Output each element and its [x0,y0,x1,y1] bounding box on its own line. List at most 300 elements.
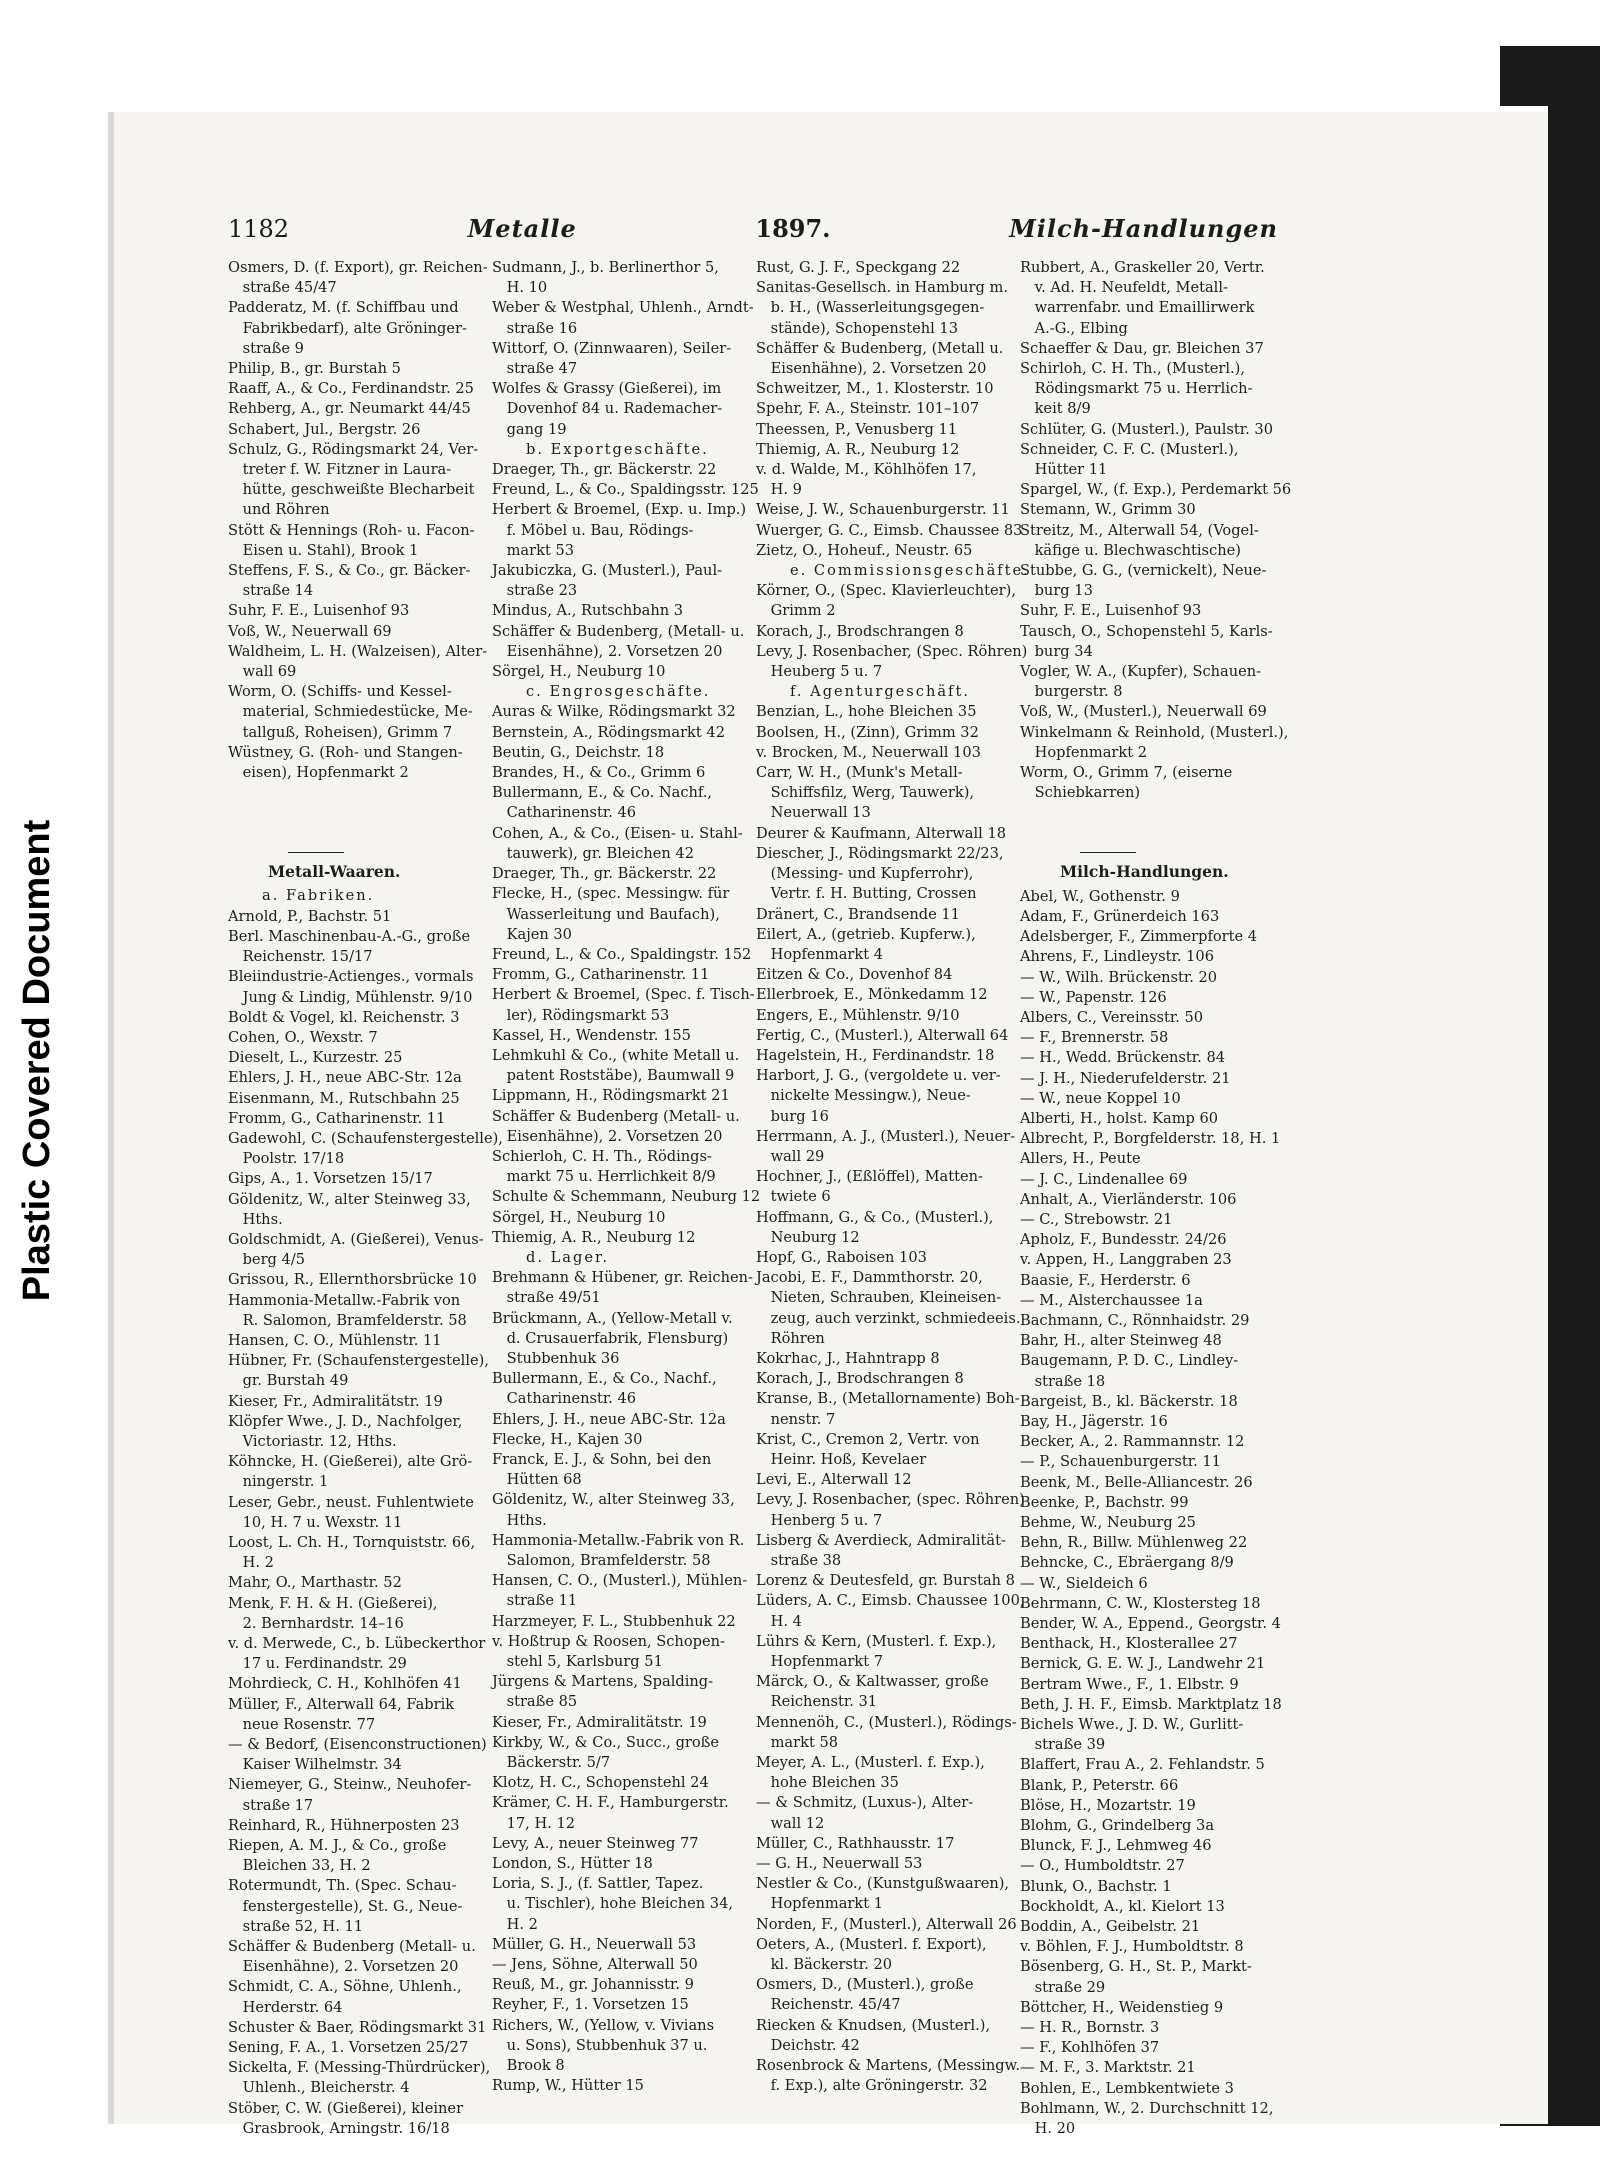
directory-line: Klöpfer Wwe., J. D., Nachfolger, [228,1412,463,1430]
directory-line: Schuster & Baer, Rödingsmarkt 31 [228,2018,487,2036]
directory-line: Bahr, H., alter Steinweg 48 [1020,1332,1222,1350]
directory-line: Herrmann, A. J., (Musterl.), Neuer- [756,1127,1016,1145]
directory-line: H. 4 [756,1612,802,1630]
directory-line: Bender, W. A., Eppend., Georgstr. 4 [1020,1615,1281,1632]
directory-line: straße 39 [1020,1736,1106,1754]
directory-line: Herbert & Broemel, (Exp. u. Imp.) [492,501,747,519]
directory-line: Mennenöh, C., (Musterl.), Rödings- [756,1713,1017,1731]
directory-line: Schiffsfilz, Werg, Tauwerk), [756,784,975,802]
directory-line: Benzian, L., hohe Bleichen 35 [756,703,977,721]
directory-line: burg 13 [1020,582,1093,600]
directory-line: Spehr, F. A., Steinstr. 101–107 [756,400,980,418]
directory-line: burg 16 [756,1107,829,1125]
directory-line: Thiemig, A. R., Neuburg 12 [756,440,960,458]
directory-line: Sörgel, H., Neuburg 10 [492,663,666,681]
directory-line: Kaiser Wilhelmstr. 34 [228,1756,402,1774]
directory-line: Nestler & Co., (Kunstgußwaaren), [756,1875,1010,1893]
directory-line: Riecken & Knudsen, (Musterl.), [756,2016,991,2034]
directory-line: Draeger, Th., gr. Bäckerstr. 22 [492,865,717,883]
directory-line: 17, H. 12 [492,1814,576,1832]
directory-line: Hammonia-Metallw.-Fabrik von R. [492,1531,745,1549]
directory-line: nenstr. 7 [756,1410,836,1428]
directory-line: Apholz, F., Bundesstr. 24/26 [1020,1231,1227,1249]
directory-line: Schierloh, C. H. Th., Rödings- [492,1147,712,1165]
directory-line: straße 23 [492,582,578,600]
directory-line: Reinhard, R., Hühnerposten 23 [228,1816,460,1834]
directory-line: Ahrens, F., Lindleystr. 106 [1020,948,1214,966]
directory-line: Richers, W., (Yellow, v. Vivians [492,2016,715,2034]
directory-line: Hübner, Fr. (Schaufenstergestelle), [228,1352,489,1370]
directory-line: Sickelta, F. (Messing-Thürdrücker), [228,2059,491,2077]
directory-line: kl. Bäckerstr. 20 [756,1956,893,1974]
directory-line: Diescher, J., Rödingsmarkt 22/23, [756,844,1004,862]
directory-line: Beutin, G., Deichstr. 18 [492,743,665,761]
directory-line: Jacobi, E. F., Dammthorstr. 20, [756,1269,983,1287]
directory-line: Wittorf, O. (Zinnwaaren), Seiler- [492,339,732,357]
directory-line: treter f. W. Fitzner in Laura- [228,461,452,479]
directory-line: Uhlenh., Bleicherstr. 4 [228,2079,410,2097]
directory-line: Fromm, G., Catharinenstr. 11 [492,966,710,984]
directory-line: nickelte Messingw.), Neue- [756,1087,971,1105]
directory-line: material, Schmiedestücke, Me- [228,703,473,721]
directory-line: Eilert, A., (getrieb. Kupferw.), [756,925,976,943]
directory-line: Levy, J. Rosenbacher, (Spec. Röhren) [756,642,1028,660]
directory-line: Baugemann, P. D. C., Lindley- [1020,1352,1239,1370]
directory-line: Mindus, A., Rutschbahn 3 [492,602,684,620]
directory-line: — Jens, Söhne, Alterwall 50 [492,1956,698,1974]
directory-line: — W., Papenstr. 126 [1020,988,1167,1006]
directory-line: berg 4/5 [228,1251,306,1269]
directory-line: Levy, J. Rosenbacher, (spec. Röhren) [756,1491,1025,1509]
directory-line: Brook 8 [492,2057,565,2075]
directory-line: Müller, G. H., Neuerwall 53 [492,1935,697,1953]
directory-line: Streitz, M., Alterwall 54, (Vogel- [1020,521,1259,539]
directory-line: Eisenhähne), 2. Vorsetzen 20 [756,360,987,378]
directory-line: Theessen, P., Venusberg 11 [756,420,958,438]
directory-line: Reyher, F., 1. Vorsetzen 15 [492,1996,689,2014]
directory-line: H. 2 [492,1915,538,1933]
directory-line: Märck, O., & Kaltwasser, große [756,1673,989,1691]
directory-line: Kieser, Fr., Admiralitätstr. 19 [228,1392,443,1410]
directory-line: straße 18 [1020,1372,1106,1390]
directory-line: Schulz, G., Rödingsmarkt 24, Ver- [228,440,479,458]
directory-line: Schweitzer, M., 1. Klosterstr. 10 [756,380,994,398]
directory-line: Kirkby, W., & Co., Succ., große [492,1733,720,1751]
directory-line: 2. Bernhardstr. 14–16 [228,1614,404,1632]
directory-line: Draeger, Th., gr. Bäckerstr. 22 [492,461,717,479]
directory-line: Köhncke, H. (Gießerei), alte Grö- [228,1453,473,1471]
directory-line: hohe Bleichen 35 [756,1774,899,1792]
directory-line: Rust, G. J. F., Speckgang 22 [756,259,961,276]
directory-line: Reichenstr. 15/17 [228,948,373,966]
directory-line: Baasie, F., Herderstr. 6 [1020,1271,1191,1289]
directory-line: v. Ad. H. Neufeldt, Metall- [1020,279,1228,297]
directory-line: Beth, J. H. F., Eimsb. Marktplatz 18 [1020,1695,1282,1713]
directory-line: Hagelstein, H., Ferdinandstr. 18 [756,1046,995,1064]
subsection-heading: b. Exportgeschäfte. [526,440,709,458]
directory-line: Gadewohl, C. (Schaufenstergestelle), [228,1129,503,1147]
directory-line: Wolfes & Grassy (Gießerei), im [492,380,722,398]
directory-line: Waldheim, L. H. (Walzeisen), Alter- [228,642,488,660]
directory-line: Victoriastr. 12, Hths. [228,1432,397,1450]
directory-line: Dieselt, L., Kurzestr. 25 [228,1049,403,1067]
directory-line: Grasbrook, Arningstr. 16/18 [228,2119,450,2137]
directory-line: Anhalt, A., Vierländerstr. 106 [1020,1190,1237,1208]
directory-line: straße 17 [228,1796,314,1814]
directory-line: Albers, C., Vereinsstr. 50 [1020,1008,1204,1026]
directory-line: Boldt & Vogel, kl. Reichenstr. 3 [228,1008,460,1026]
directory-line: Oeters, A., (Musterl. f. Export), [756,1935,987,1953]
directory-line: — C., Strebowstr. 21 [1020,1210,1173,1228]
directory-line: Schiebkarren) [1020,784,1141,802]
directory-line: gang 19 [492,420,567,438]
page-number: 1182 [228,215,290,243]
directory-line: Hoffmann, G., & Co., (Musterl.), [756,1208,994,1226]
directory-line: Gips, A., 1. Vorsetzen 15/17 [228,1170,433,1188]
spacer [228,823,490,843]
directory-line: Lippmann, H., Rödingsmarkt 21 [492,1087,730,1105]
directory-line: und Röhren [228,501,330,519]
directory-line: Berl. Maschinenbau-A.-G., große [228,927,471,945]
directory-line: Göldenitz, W., alter Steinweg 33, [492,1491,735,1509]
directory-line: Brandes, H., & Co., Grimm 6 [492,764,706,782]
directory-line: burgerstr. 8 [1020,683,1123,701]
directory-line: Eisen u. Stahl), Brook 1 [228,541,419,559]
spacer [228,783,490,803]
directory-line: wall 12 [756,1814,825,1832]
directory-line: Hochner, J., (Eßlöffel), Matten- [756,1168,983,1186]
directory-line: Neuburg 12 [756,1228,860,1246]
directory-line: — M. F., 3. Marktstr. 21 [1020,2059,1196,2077]
directory-line: Nieten, Schrauben, Kleineisen- [756,1289,1002,1307]
column-3 [756,258,1030,2118]
directory-line: Bertram Wwe., F., 1. Elbstr. 9 [1020,1675,1239,1693]
directory-line: straße 38 [756,1552,842,1569]
directory-line: Suhr, F. E., Luisenhof 93 [1020,602,1202,620]
directory-line: Bohlmann, W., 2. Durchschnitt 12, [1020,2099,1274,2117]
directory-line: Hopfenmarkt 7 [756,1653,884,1671]
section-heading: Milch-Handlungen. [1060,862,1229,882]
directory-line: Schäffer & Budenberg, (Metall u. [756,339,1004,357]
directory-line: Herderstr. 64 [228,1998,343,2016]
directory-line: Jakubiczka, G. (Musterl.), Paul- [492,562,723,580]
directory-line: Schulte & Schemmann, Neuburg 12 [492,1188,761,1206]
directory-line: ningerstr. 1 [228,1473,329,1491]
directory-line: Philip, B., gr. Burstah 5 [228,360,401,378]
directory-line: Alberti, H., holst. Kamp 60 [1020,1109,1219,1127]
directory-line: Hopfenmarkt 4 [756,945,884,963]
directory-line: Hammonia-Metallw.-Fabrik von [228,1291,461,1309]
directory-line: 17 u. Ferdinandstr. 29 [228,1655,407,1673]
directory-line: Korach, J., Brodschrangen 8 [756,1370,964,1388]
directory-line: Röhren [756,1329,825,1347]
directory-line: Bohlen, E., Lembkentwiete 3 [1020,2079,1234,2097]
directory-line: v. Appen, H., Langgraben 23 [1020,1251,1232,1269]
directory-line: Bullermann, E., & Co., Nachf., [492,1370,717,1388]
directory-line: Hütter 11 [1020,461,1108,479]
directory-line: Wuerger, G. C., Eimsb. Chaussee 83 [756,521,1023,539]
directory-line: Dovenhof 84 u. Rademacher- [492,400,723,418]
directory-line: neue Rosenstr. 77 [228,1715,376,1733]
directory-line: Ehlers, J. H., neue ABC-Str. 12a [228,1069,462,1087]
directory-line: Bäckerstr. 5/7 [492,1754,611,1772]
directory-line: Kajen 30 [492,925,572,943]
directory-line: Voß, W., (Musterl.), Neuerwall 69 [1020,703,1267,721]
directory-line: Loost, L. Ch. H., Tornquiststr. 66, [228,1533,476,1551]
directory-line: Sening, F. A., 1. Vorsetzen 25/27 [228,2039,469,2057]
directory-line: — H., Wedd. Brückenstr. 84 [1020,1049,1226,1067]
directory-line: Menk, F. H. & H. (Gießerei), [228,1594,438,1612]
directory-line: Niemeyer, G., Steinw., Neuhofer- [228,1776,472,1794]
directory-line: Carr, W. H., (Munk's Metall- [756,764,963,782]
directory-line: Bleiindustrie-Actienges., vormals [228,968,474,986]
directory-line: Behrmann, C. W., Klostersteg 18 [1020,1594,1261,1612]
directory-line: (Messing- und Kupferrohr), [756,865,974,883]
directory-line: Fabrikbedarf), alte Gröninger- [228,319,467,337]
directory-line: Stött & Hennings (Roh- u. Facon- [228,521,475,539]
directory-line: Zietz, O., Hoheuf., Neustr. 65 [756,541,973,559]
directory-line: Blunck, F. J., Lehmweg 46 [1020,1837,1212,1855]
directory-line: markt 53 [492,541,575,559]
directory-line: Sörgel, H., Neuburg 10 [492,1208,666,1226]
directory-line: Behncke, C., Ebräergang 8/9 [1020,1554,1234,1572]
directory-line: gr. Burstah 49 [228,1372,349,1390]
directory-line: wall 69 [228,663,297,681]
directory-line: Hütten 68 [492,1471,582,1489]
directory-line: Rump, W., Hütter 15 [492,2077,644,2095]
directory-line: — W., Sieldeich 6 [1020,1574,1148,1592]
subsection-heading: d. Lager. [526,1248,610,1266]
directory-line: Reichenstr. 45/47 [756,1996,901,2014]
directory-line: Worm, O., Grimm 7, (eiserne [1020,764,1233,782]
directory-line: Norden, F., (Musterl.), Alterwall 26 [756,1915,1017,1933]
directory-line: Cohen, O., Wexstr. 7 [228,1028,378,1046]
directory-line: Padderatz, M. (f. Schiffbau und [228,299,459,317]
directory-line: Becker, A., 2. Rammannstr. 12 [1020,1433,1245,1451]
directory-line: Beenke, P., Bachstr. 99 [1020,1493,1189,1511]
directory-line: Klotz, H. C., Schopenstehl 24 [492,1774,709,1792]
directory-line: Hths. [492,1511,547,1529]
directory-line: Sanitas-Gesellsch. in Hamburg m. [756,279,1008,297]
right-section-title: Milch-Handlungen [1009,214,1278,243]
directory-line: Freund, L., & Co., Spaldingstr. 152 [492,945,752,963]
directory-line: Blank, P., Peterstr. 66 [1020,1776,1179,1794]
directory-line: Worm, O. (Schiffs- und Kessel- [228,683,452,701]
directory-line: straße 85 [492,1693,578,1711]
directory-line: Hansen, C. O., Mühlenstr. 11 [228,1331,442,1349]
directory-line: f. Möbel u. Bau, Rödings- [492,521,694,539]
directory-line: Suhr, F. E., Luisenhof 93 [228,602,410,620]
directory-line: straße 49/51 [492,1289,601,1307]
directory-line: Arnold, P., Bachstr. 51 [228,907,392,925]
subsection-heading: e. Commissionsgeschäfte. [790,562,1030,580]
directory-line: Fertig, C., (Musterl.), Alterwall 64 [756,1026,1009,1044]
directory-line: Deichstr. 42 [756,2036,860,2054]
directory-line: ler), Rödingsmarkt 53 [492,1006,670,1024]
directory-line: Schäffer & Budenberg (Metall- u. [492,1107,740,1125]
directory-line: London, S., Hütter 18 [492,1855,653,1873]
directory-line: Neuerwall 13 [756,804,871,822]
directory-line: Lisberg & Averdieck, Admiralität- [756,1531,1006,1549]
directory-line: Osmers, D. (f. Export), gr. Reichen- [228,259,488,276]
directory-line: Beenk, M., Belle-Alliancestr. 26 [1020,1473,1253,1491]
directory-line: Flecke, H., Kajen 30 [492,1430,643,1448]
directory-line: Freund, L., & Co., Spaldingsstr. 125 [492,481,759,499]
directory-line: Bullermann, E., & Co. Nachf., [492,784,713,802]
directory-line: H. 9 [756,481,802,499]
directory-line: Bachmann, C., Rönnhaidstr. 29 [1020,1311,1250,1329]
directory-line: straße 16 [492,319,578,337]
directory-line: Mahr, O., Marthastr. 52 [228,1574,402,1592]
section-rule [1080,852,1136,853]
directory-line: Blaffert, Frau A., 2. Fehlandstr. 5 [1020,1756,1265,1774]
directory-line: Sudmann, J., b. Berlinerthor 5, [492,259,719,276]
directory-line: Eitzen & Co., Dovenhof 84 [756,966,953,984]
directory-line: Adam, F., Grünerdeich 163 [1020,907,1220,925]
spacer [1020,803,1282,823]
directory-line: Fromm, G., Catharinenstr. 11 [228,1109,446,1127]
directory-line: A.-G., Elbing [1020,319,1128,337]
directory-line: u. Sons), Stubbenhuk 37 u. [492,2036,708,2054]
directory-line: Stemann, W., Grimm 30 [1020,501,1196,519]
directory-line: Poolstr. 17/18 [228,1150,345,1168]
directory-line: b. H., (Wasserleitungsgegen- [756,299,985,317]
directory-line: Blöse, H., Mozartstr. 19 [1020,1796,1196,1814]
directory-line: Kranse, B., (Metallornamente) Boh- [756,1390,1020,1408]
directory-line: Raaff, A., & Co., Ferdinandstr. 25 [228,380,474,398]
directory-line: Schlüter, G. (Musterl.), Paulstr. 30 [1020,420,1273,438]
directory-line: straße 29 [1020,1978,1106,1996]
directory-line: Bernstein, A., Rödingsmarkt 42 [492,723,725,741]
directory-line: Eisenhähne), 2. Vorsetzen 20 [492,642,723,660]
directory-line: — P., Schauenburgerstr. 11 [1020,1453,1221,1471]
directory-line: Dränert, C., Brandsende 11 [756,905,960,923]
directory-line: Boolsen, H., (Zinn), Grimm 32 [756,723,979,741]
directory-line: Korach, J., Brodschrangen 8 [756,622,964,640]
side-label [8,680,68,1440]
directory-line: — H. R., Bornstr. 3 [1020,2019,1160,2037]
directory-line: Lüders, A. C., Eimsb. Chaussee 100, [756,1592,1025,1610]
directory-line: zeug, auch verzinkt, schmiedeeis. [756,1309,1021,1327]
directory-line: — W., Wilh. Brückenstr. 20 [1020,968,1218,986]
directory-line: Tausch, O., Schopenstehl 5, Karls- [1020,622,1273,640]
directory-line: Rosenbrock & Martens, (Messingw. [756,2057,1021,2075]
directory-line: Ellerbroek, E., Mönkedamm 12 [756,986,988,1004]
directory-line: Boddin, A., Geibelstr. 21 [1020,1918,1201,1936]
directory-line: stände), Schopenstehl 13 [756,319,958,337]
directory-line: Spargel, W., (f. Exp.), Perdemarkt 56 [1020,481,1292,499]
directory-line: Kassel, H., Wendenstr. 155 [492,1026,691,1044]
directory-line: Goldschmidt, A. (Gießerei), Venus- [228,1230,484,1248]
directory-line: Müller, C., Rathhausstr. 17 [756,1834,955,1852]
directory-line: Stubbenhuk 36 [492,1349,620,1367]
directory-line: Deurer & Kaufmann, Alterwall 18 [756,824,1007,842]
directory-line: Schmidt, C. A., Söhne, Uhlenh., [228,1978,462,1996]
directory-line: Blohm, G., Grindelberg 3a [1020,1817,1215,1835]
directory-line: Thiemig, A. R., Neuburg 12 [492,1228,696,1246]
directory-line: — O., Humboldtstr. 27 [1020,1857,1185,1875]
directory-line: H. 20 [1020,2120,1076,2138]
directory-line: Grimm 2 [756,602,836,620]
directory-line: straße 14 [228,582,314,600]
directory-line: Levy, A., neuer Steinweg 77 [492,1834,699,1852]
column-4 [1020,258,1292,2138]
directory-line: H. 2 [228,1554,274,1572]
directory-line: Franck, E. J., & Sohn, bei den [492,1450,712,1468]
directory-line: Krämer, C. H. F., Hamburgerstr. [492,1794,729,1812]
directory-line: Brehmann & Hübener, gr. Reichen- [492,1269,753,1287]
directory-line: Lorenz & Deutesfeld, gr. Burstah 8 [756,1572,1015,1590]
directory-line: Schaeffer & Dau, gr. Bleichen 37 [1020,339,1264,357]
directory-line: Kokrhac, J., Hahntrapp 8 [756,1349,940,1367]
directory-line: burg 34 [1020,642,1093,660]
directory-line: — F., Kohlhöfen 37 [1020,2039,1160,2057]
subsection-heading: f. Agenturgeschäft. [790,683,970,701]
directory-line: markt 58 [756,1733,839,1751]
directory-line: Schäffer & Budenberg (Metall- u. [228,1938,476,1956]
column-2 [492,258,761,2118]
directory-line: Wüstney, G. (Roh- und Stangen- [228,743,463,761]
directory-line: v. d. Walde, M., Köhlhöfen 17, [756,461,977,479]
directory-line: Hopfenmarkt 1 [756,1895,884,1913]
directory-line: twiete 6 [756,1188,831,1206]
directory-line: Hopfenmarkt 2 [1020,743,1148,761]
directory-line: Ehlers, J. H., neue ABC-Str. 12a [492,1410,726,1428]
directory-line: Herbert & Broemel, (Spec. f. Tisch- [492,986,755,1004]
directory-line: Weise, J. W., Schauenburgerstr. 11 [756,501,1010,519]
directory-line: keit 8/9 [1020,400,1091,418]
left-section-title: Metalle [467,214,577,243]
directory-line: warrenfabr. und Emaillirwerk [1020,299,1255,317]
year: 1897. [755,214,831,243]
directory-line: Stöber, C. W. (Gießerei), kleiner [228,2099,464,2117]
directory-line: Bösenberg, G. H., St. P., Markt- [1020,1958,1252,1976]
directory-line: Harbort, J. G., (vergoldete u. ver- [756,1067,1001,1085]
directory-line: Jürgens & Martens, Spalding- [492,1673,714,1691]
directory-line: Stubbe, G. G., (vernickelt), Neue- [1020,562,1267,580]
directory-line: Brückmann, A., (Yellow-Metall v. [492,1309,733,1327]
directory-line: f. Exp.), alte Gröningerstr. 32 [756,2077,988,2095]
directory-line: Cohen, A., & Co., (Eisen- u. Stahl- [492,824,743,842]
directory-line: Meyer, A. L., (Musterl. f. Exp.), [756,1754,985,1772]
directory-line: R. Salomon, Bramfelderstr. 58 [228,1311,467,1329]
directory-line: Wasserleitung und Baufach), [492,905,720,923]
directory-line: Lührs & Kern, (Musterl. f. Exp.), [756,1632,997,1650]
directory-line: Catharinenstr. 46 [492,804,637,822]
directory-line: Osmers, D., (Musterl.), große [756,1976,974,1994]
directory-line: straße 45/47 [228,279,337,297]
directory-line: Abel, W., Gothenstr. 9 [1020,887,1180,905]
directory-line: straße 52, H. 11 [228,1917,364,1935]
directory-line: d. Crusauerfabrik, Flensburg) [492,1329,729,1347]
directory-line: Riepen, A. M. J., & Co., große [228,1837,447,1855]
page-header [228,214,1278,248]
directory-line: Grissou, R., Ellernthorsbrücke 10 [228,1271,477,1289]
directory-line: — M., Alsterchaussee 1a [1020,1291,1203,1309]
directory-line: Schabert, Jul., Bergstr. 26 [228,420,421,438]
directory-line: Leser, Gebr., neust. Fuhlentwiete [228,1493,474,1511]
directory-line: Steffens, F. S., & Co., gr. Bäcker- [228,562,471,580]
directory-line: Henberg 5 u. 7 [756,1511,883,1529]
directory-line: eisen), Hopfenmarkt 2 [228,764,409,782]
directory-line: Blunk, O., Bachstr. 1 [1020,1877,1172,1895]
directory-line: Bockholdt, A., kl. Kielort 13 [1020,1897,1225,1915]
directory-line: H. 10 [492,279,548,297]
directory-line: Mohrdieck, C. H., Kohlhöfen 41 [228,1675,462,1693]
directory-line: Heuberg 5 u. 7 [756,663,883,681]
directory-line: Benthack, H., Klosterallee 27 [1020,1635,1238,1653]
directory-line: Eisenmann, M., Rutschbahn 25 [228,1089,460,1107]
